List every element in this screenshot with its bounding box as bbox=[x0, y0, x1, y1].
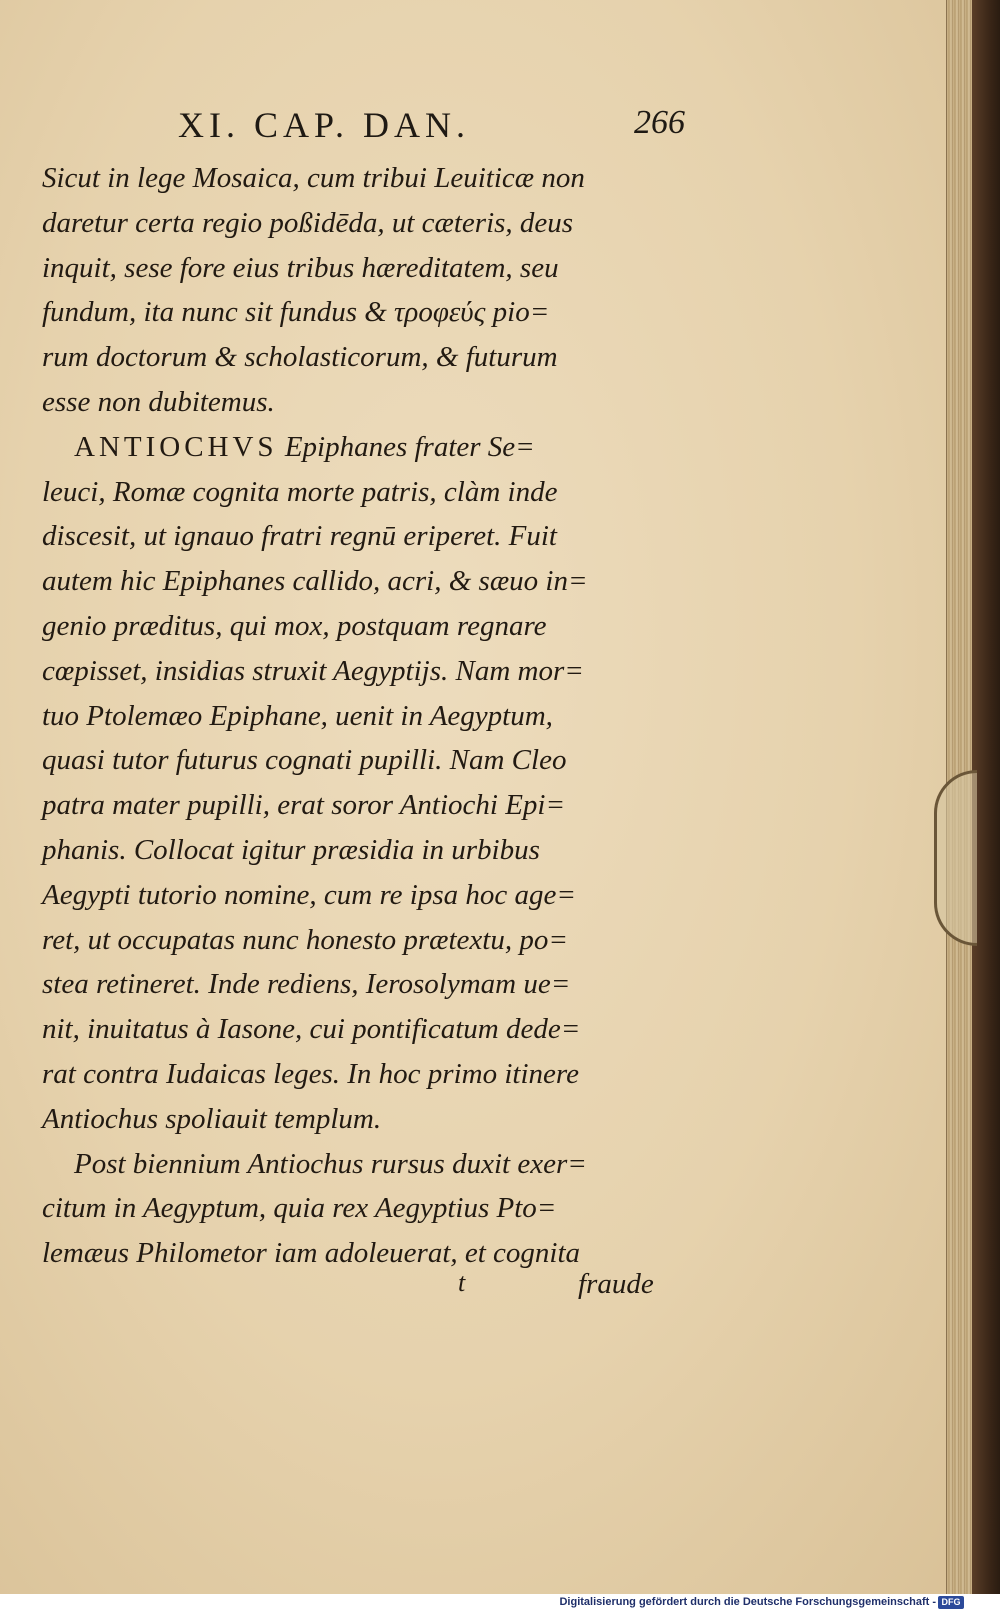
lead-word: ANTIOCHVS bbox=[74, 430, 278, 463]
text-line: daretur certa regio poßidēda, ut cæteris, deus bbox=[42, 206, 574, 239]
paragraph-2 bbox=[42, 425, 702, 1142]
text-line: ret, ut occupatas nunc honesto prætextu, po= bbox=[42, 923, 568, 956]
text-line: phanis. Collocat igitur præsidia in urbibus bbox=[42, 833, 540, 866]
text-line-first bbox=[42, 425, 702, 470]
lead-line-rest: Epiphanes frater Se= bbox=[277, 430, 535, 463]
text-line: leuci, Romæ cognita morte patris, clàm inde bbox=[42, 475, 558, 508]
page-footer bbox=[0, 1268, 968, 1308]
text-line: quasi tutor futurus cognati pupilli. Nam Cleo bbox=[42, 744, 567, 777]
text-line: autem hic Epiphanes callido, acri, & sæuo in= bbox=[42, 565, 588, 598]
text-block bbox=[42, 156, 702, 1276]
text-line: tuo Ptolemæo Epiphane, uenit in Aegyptum, bbox=[42, 699, 553, 732]
text-line: rat contra Iudaicas leges. In hoc primo itinere bbox=[42, 1057, 579, 1090]
text-line: nit, inuitatus à Iasone, cui pontificatum dede= bbox=[42, 1013, 581, 1046]
text-line: inquit, sese fore eius tribus hæreditatem, seu bbox=[42, 251, 559, 284]
paragraph-3 bbox=[42, 1142, 702, 1276]
text-line: patra mater pupilli, erat soror Antiochi Epi= bbox=[42, 789, 566, 822]
text-line: Sicut in lege Mosaica, cum tribui Leuiticæ non bbox=[42, 162, 585, 194]
text-line: citum in Aegyptum, quia rex Aegyptius Pto= bbox=[42, 1192, 557, 1225]
text-line: stea retineret. Inde rediens, Ierosolymam ue= bbox=[42, 968, 571, 1001]
text-line: esse non dubitemus. bbox=[42, 385, 275, 418]
text-line: lemæus Philometor iam adoleuerat, et cognita bbox=[42, 1237, 581, 1270]
page-number: 266 bbox=[634, 104, 685, 141]
paragraph-1 bbox=[42, 156, 702, 425]
text-line: fundum, ita nunc sit fundus & τροφεύς pio= bbox=[42, 296, 550, 329]
credit-bar bbox=[0, 1594, 1000, 1612]
page-clip-marker bbox=[934, 770, 977, 946]
text-line: Antiochus spoliauit templum. bbox=[42, 1102, 382, 1135]
text-line: discesit, ut ignauo fratri regnū eriperet. Fuit bbox=[42, 520, 557, 553]
text-line: Aegypti tutorio nomine, cum re ipsa hoc age= bbox=[42, 878, 576, 911]
text-line: cœpisset, insidias struxit Aegyptijs. Nam mor= bbox=[42, 654, 584, 687]
running-title: XI. CAP. DAN. bbox=[178, 105, 471, 145]
dfg-logo-icon: DFG bbox=[938, 1596, 964, 1609]
page-header bbox=[0, 104, 968, 148]
catchword: fraude bbox=[578, 1268, 654, 1300]
text-line: rum doctorum & scholasticorum, & futurum bbox=[42, 341, 558, 374]
credit-text: Digitalisierung gefördert durch die Deutsche Forschungsgemeinschaft - bbox=[559, 1596, 936, 1608]
text-line: Post biennium Antiochus rursus duxit exer= bbox=[74, 1147, 587, 1180]
signature-mark: t bbox=[458, 1268, 466, 1297]
text-line: genio præditus, qui mox, postquam regnare bbox=[42, 609, 547, 642]
